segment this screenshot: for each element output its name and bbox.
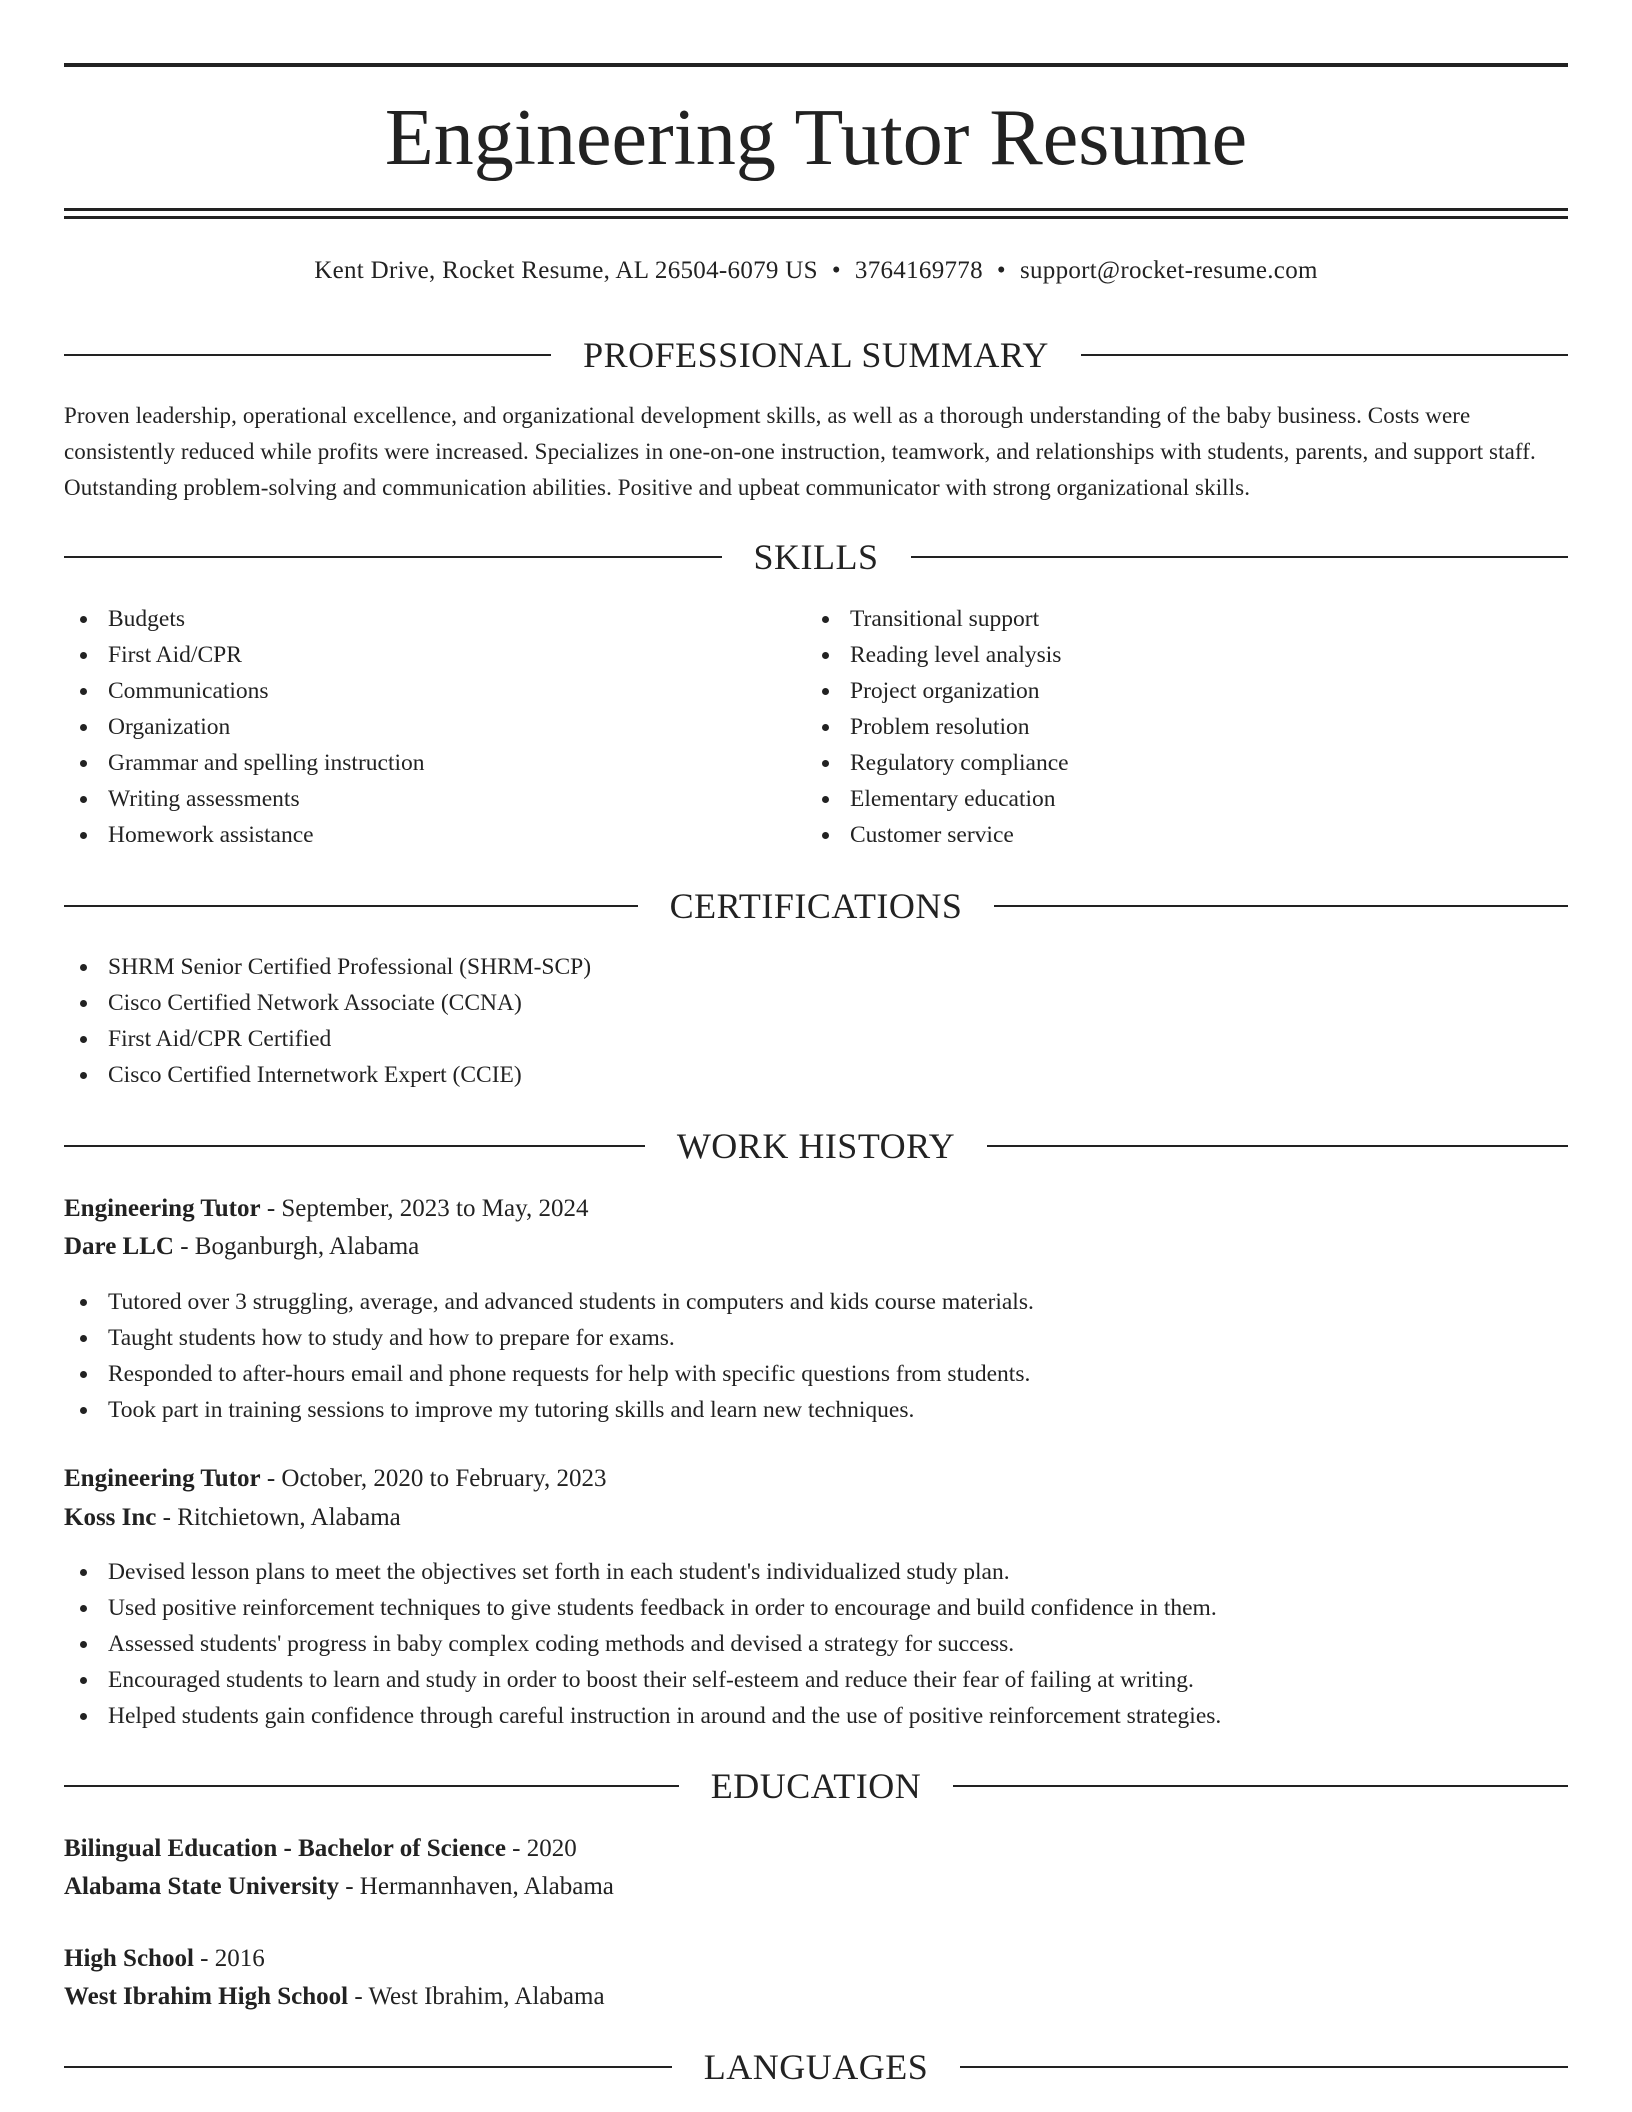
job-bullet: Responded to after-hours email and phone requests for help with specific questions from students. — [64, 1356, 1034, 1392]
skills-list-left — [64, 601, 425, 853]
section-title: LANGUAGES — [703, 2047, 929, 2087]
heading-rule — [987, 1145, 1568, 1147]
skill-item: Elementary education — [806, 781, 1069, 817]
skill-item: Problem resolution — [806, 709, 1069, 745]
skill-item: Communications — [64, 673, 425, 709]
job-bullets — [64, 1284, 1034, 1428]
job-bullet: Devised lesson plans to meet the objectives set forth in each student's individualized study plan. — [64, 1554, 1221, 1590]
title-rule-lower — [64, 216, 1568, 219]
certifications-list — [64, 949, 591, 1093]
section-title: WORK HISTORY — [676, 1126, 956, 1166]
job-company-line — [64, 1500, 401, 1536]
job-company-line — [64, 1229, 419, 1265]
job-bullet: Used positive reinforcement techniques to give students feedback in order to encourage and build confidence in them. — [64, 1590, 1221, 1626]
certification-item: SHRM Senior Certified Professional (SHRM-SCP) — [64, 949, 591, 985]
heading-rule — [64, 556, 722, 558]
job-dates: - September, 2023 to May, 2024 — [260, 1195, 589, 1222]
heading-rule — [994, 905, 1568, 907]
skill-item: Writing assessments — [64, 781, 425, 817]
job-location: - Boganburgh, Alabama — [173, 1233, 420, 1260]
heading-rule — [64, 1145, 645, 1147]
job-bullet: Tutored over 3 struggling, average, and advanced students in computers and kids course materials. — [64, 1284, 1034, 1320]
section-title: CERTIFICATIONS — [669, 886, 963, 926]
skill-item: Homework assistance — [64, 817, 425, 853]
job-location: - Ritchietown, Alabama — [156, 1504, 401, 1531]
skills-list-right — [806, 601, 1069, 853]
education-year: - 2020 — [505, 1835, 577, 1862]
job-bullet: Assessed students' progress in baby complex coding methods and devised a strategy for success. — [64, 1626, 1221, 1662]
education-degree-line — [64, 1831, 577, 1867]
skill-item: Project organization — [806, 673, 1069, 709]
top-rule — [64, 63, 1568, 67]
contact-phone: 3764169778 — [854, 257, 983, 284]
contact-line — [64, 253, 1568, 289]
summary-text: Proven leadership, operational excellence, and organizational development skills, as well as a thorough understanding of the baby business. Costs were consistently reduced while profits were increased. Specializes in one-on-one instruction, teamwork, and relationships with students, parents, and support staff. Outstanding problem-solving and communication abilities. Positive and upbeat communicator with strong organizational skills. — [64, 403, 1536, 500]
education-year: - 2016 — [193, 1945, 265, 1972]
education-degree: Bilingual Education - Bachelor of Science — [64, 1835, 506, 1862]
certification-item: Cisco Certified Network Associate (CCNA) — [64, 985, 591, 1021]
contact-email: support@rocket-resume.com — [1019, 257, 1318, 284]
education-school-line — [64, 1869, 614, 1905]
job-title: Engineering Tutor — [64, 1465, 261, 1492]
heading-rule — [1081, 354, 1568, 356]
job-bullet: Helped students gain confidence through careful instruction in around and the use of positive reinforcement strategies. — [64, 1698, 1221, 1734]
section-heading-skills — [64, 535, 1568, 579]
job-dates: - October, 2020 to February, 2023 — [260, 1465, 607, 1492]
section-heading-certifications — [64, 884, 1568, 928]
skill-item: Reading level analysis — [806, 637, 1069, 673]
skill-item: Budgets — [64, 601, 425, 637]
skill-item: Regulatory compliance — [806, 745, 1069, 781]
section-title: EDUCATION — [710, 1766, 922, 1806]
job-title-line — [64, 1461, 607, 1497]
job-bullet: Encouraged students to learn and study in order to boost their self-esteem and reduce their fear of failing at writing. — [64, 1662, 1221, 1698]
job-title-line — [64, 1191, 588, 1227]
section-title: SKILLS — [753, 537, 879, 577]
education-degree-line — [64, 1941, 265, 1977]
skill-item: Transitional support — [806, 601, 1069, 637]
education-school: West Ibrahim High School — [64, 1983, 349, 2010]
skill-item: Customer service — [806, 817, 1069, 853]
certification-item: First Aid/CPR Certified — [64, 1021, 591, 1057]
section-heading-languages — [64, 2045, 1568, 2089]
contact-separator: • — [831, 257, 841, 284]
section-heading-work — [64, 1124, 1568, 1168]
job-bullet: Taught students how to study and how to prepare for exams. — [64, 1320, 1034, 1356]
heading-rule — [64, 354, 551, 356]
section-title: PROFESSIONAL SUMMARY — [583, 335, 1049, 375]
title-rule-upper — [64, 208, 1568, 211]
heading-rule — [64, 2066, 672, 2068]
skill-item: Organization — [64, 709, 425, 745]
job-title: Engineering Tutor — [64, 1195, 261, 1222]
heading-rule — [953, 1785, 1568, 1787]
resume-title: Engineering Tutor Resume — [384, 94, 1248, 182]
skill-item: Grammar and spelling instruction — [64, 745, 425, 781]
job-bullets — [64, 1554, 1221, 1734]
job-company: Koss Inc — [64, 1504, 157, 1531]
job-company: Dare LLC — [64, 1233, 174, 1260]
section-heading-education — [64, 1764, 1568, 1808]
certification-item: Cisco Certified Internetwork Expert (CCIE) — [64, 1057, 591, 1093]
section-heading-summary — [64, 333, 1568, 377]
education-school: Alabama State University — [64, 1873, 339, 1900]
education-location: - West Ibrahim, Alabama — [348, 1983, 605, 2010]
heading-rule — [960, 2066, 1568, 2068]
education-degree: High School — [64, 1945, 194, 1972]
skill-item: First Aid/CPR — [64, 637, 425, 673]
contact-address: Kent Drive, Rocket Resume, AL 26504-6079 US — [314, 257, 818, 284]
heading-rule — [64, 1785, 679, 1787]
education-school-line — [64, 1979, 605, 2015]
contact-separator: • — [996, 257, 1006, 284]
heading-rule — [911, 556, 1569, 558]
job-bullet: Took part in training sessions to improve my tutoring skills and learn new techniques. — [64, 1392, 1034, 1428]
heading-rule — [64, 905, 638, 907]
education-location: - Hermannhaven, Alabama — [338, 1873, 614, 1900]
